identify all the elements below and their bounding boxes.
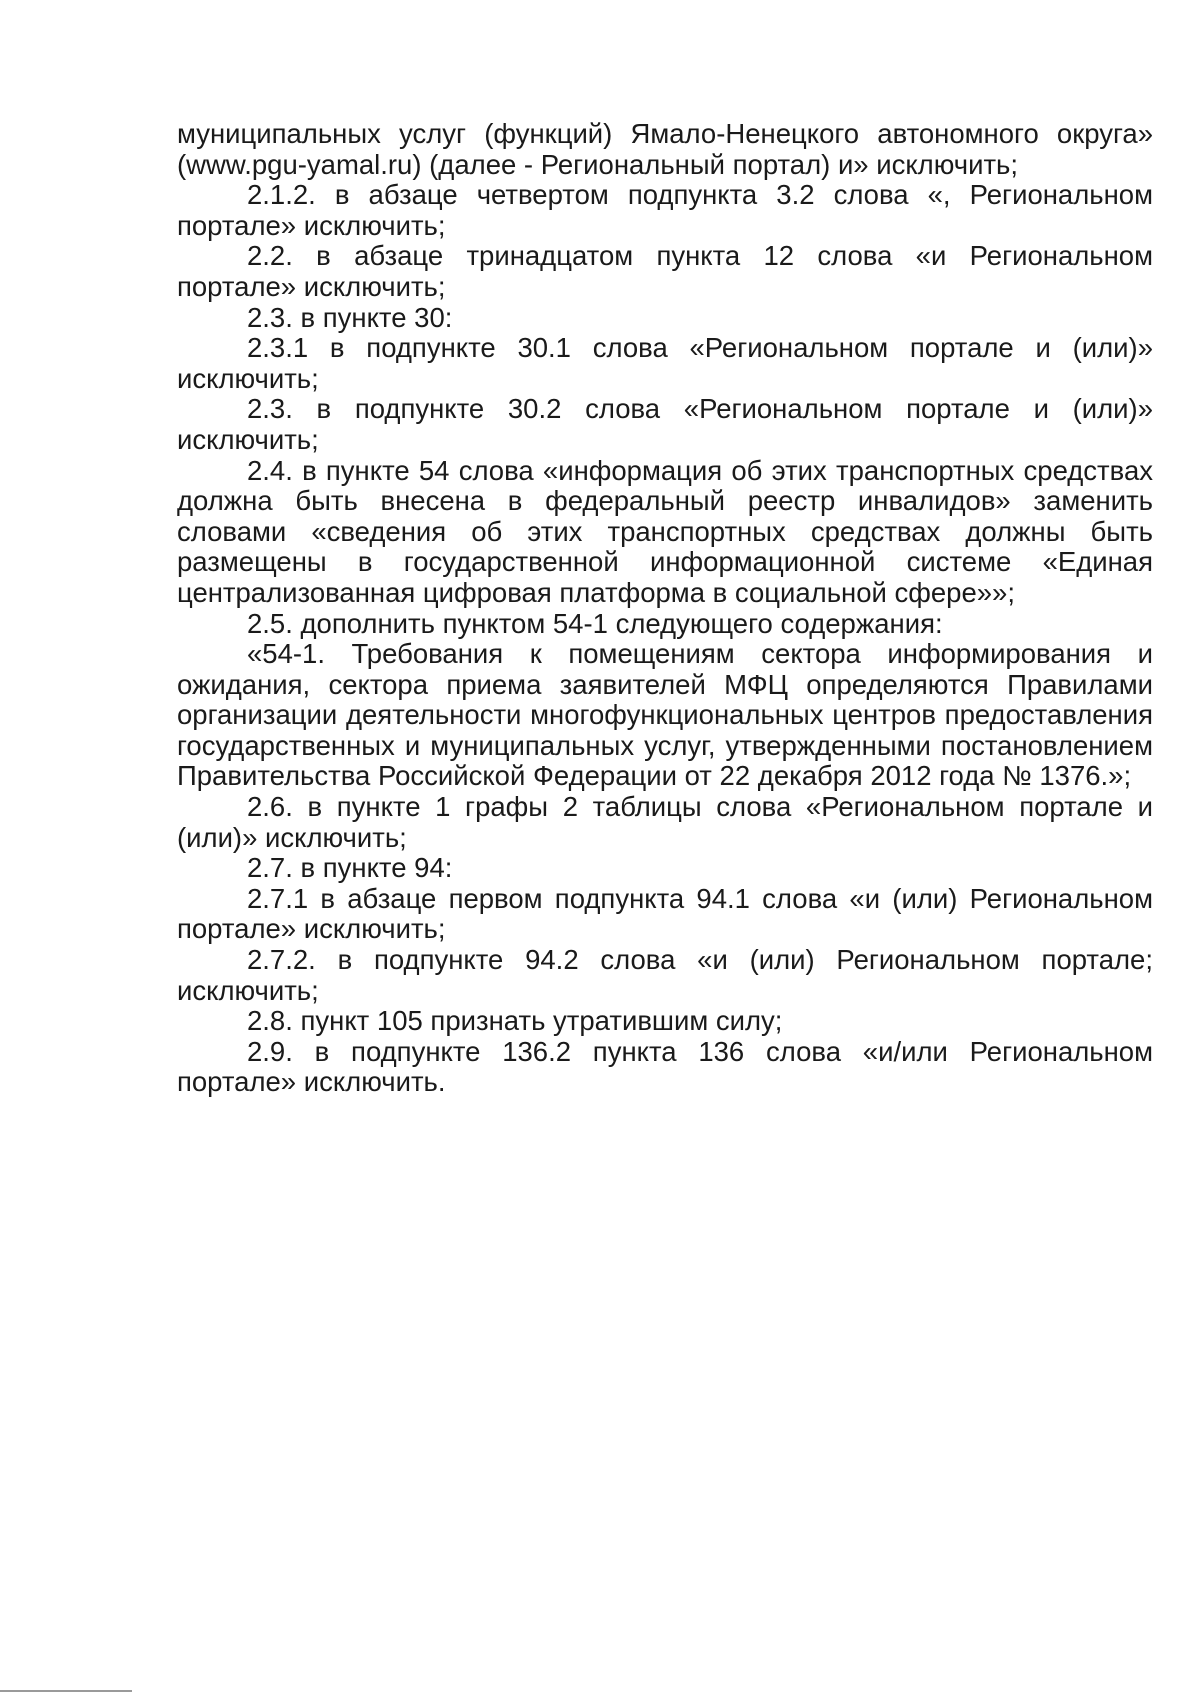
paragraph-2-7-1: 2.7.1 в абзаце первом подпункта 94.1 слова «и (или) Региональном портале» исключить;: [177, 882, 1153, 945]
paragraph-2-3-second: 2.3. в подпункте 30.2 слова «Региональном портале и (или)» исключить;: [177, 393, 1153, 455]
paragraph-2-3-1: 2.3.1 в подпункте 30.1 слова «Региональном портале и (или)» исключить;: [177, 332, 1153, 394]
paragraph-2-7: 2.7. в пункте 94:: [247, 852, 453, 884]
paragraph-2-5: 2.5. дополнить пунктом 54-1 следующего содержания:: [247, 607, 943, 639]
paragraph-2-1-2: 2.1.2. в абзаце четвертом подпункта 3.2 слова «, Региональном портале» исключить;: [177, 179, 1153, 241]
paragraph-2-2: 2.2. в абзаце тринадцатом пункта 12 слова «и Региональном портале» исключить;: [177, 240, 1153, 302]
paragraph-54-1: «54-1. Требования к помещениям сектора информирования и ожидания, сектора приема заявителей МФЦ определяются Правилами организации деятельности многофункциональных центров предоставления государственных и муниципальных услуг, утвержденными постановлением Правительства Российской Федерации от 22 декабря 2012 года № 1376.»;: [177, 638, 1153, 792]
paragraph-2-9: 2.9. в подпункте 136.2 пункта 136 слова «и/или Региональном портале» исключить.: [177, 1035, 1153, 1098]
page-edge-rule: [0, 1690, 132, 1692]
paragraph-2-3: 2.3. в пункте 30:: [247, 301, 453, 333]
paragraph-continuation: муниципальных услуг (функций) Ямало-Ненецкого автономного округа» (www.pgu-yamal.ru) (далее - Региональный портал) и» исключить;: [177, 118, 1153, 180]
document-body: [177, 119, 1153, 1098]
paragraph-2-4: 2.4. в пункте 54 слова «информация об этих транспортных средствах должна быть внесена в федеральный реестр инвалидов» заменить словами «сведения об этих транспортных средствах должны быть размещены в государственной информационной системе «Единая централизованная цифровая платформа в социальной сфере»»;: [177, 454, 1153, 608]
paragraph-2-8: 2.8. пункт 105 признать утратившим силу;: [247, 1005, 783, 1037]
paragraph-2-6: 2.6. в пункте 1 графы 2 таблицы слова «Региональном портале и (или)» исключить;: [177, 791, 1153, 853]
paragraph-2-7-2: 2.7.2. в подпункте 94.2 слова «и (или) Региональном портале; исключить;: [177, 944, 1153, 1006]
